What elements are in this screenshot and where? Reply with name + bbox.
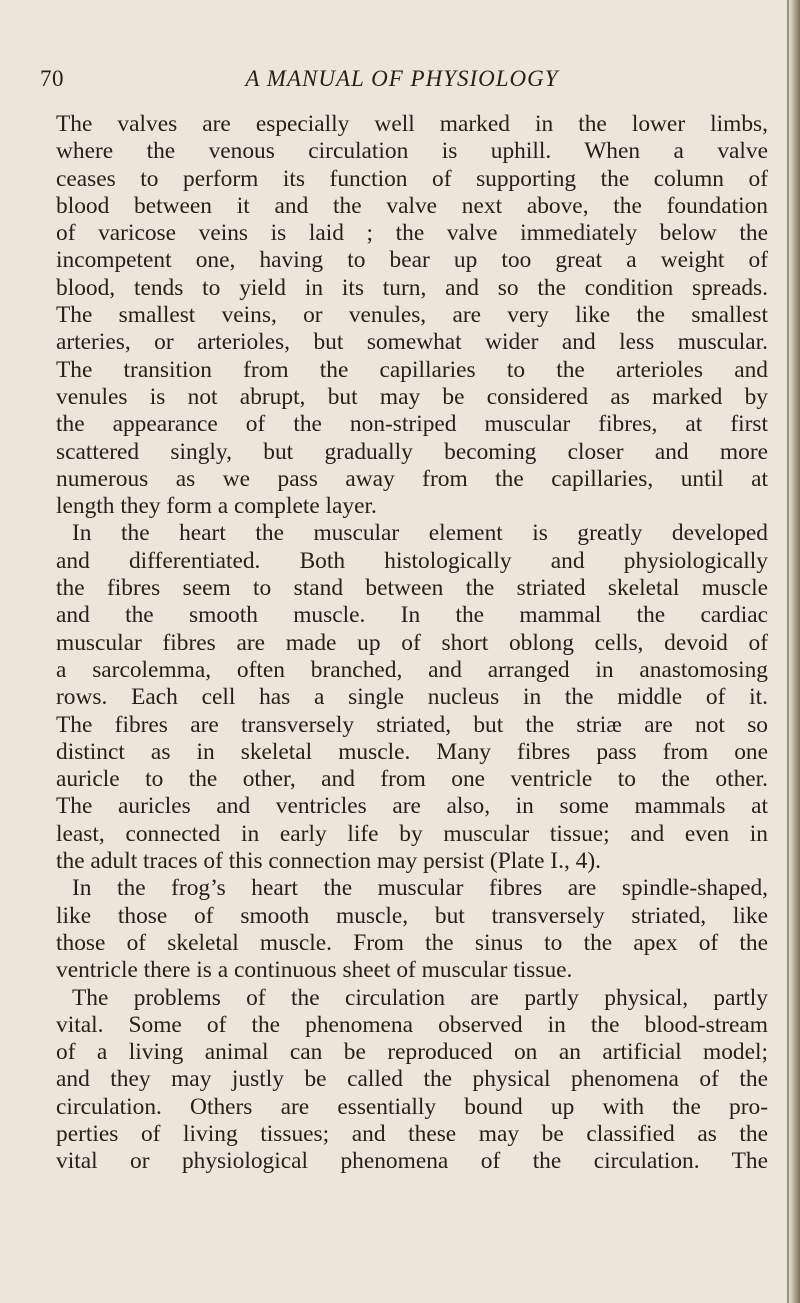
text-line: arteries, or arterioles, but somewhat wider and less muscular. — [56, 329, 768, 356]
text-line: auricle to the other, and from one ventricle to the other. — [56, 766, 768, 793]
text-line: perties of living tissues; and these may be classified as the — [56, 1120, 768, 1147]
body-text — [56, 111, 768, 1176]
text-line: length they form a complete layer. — [56, 493, 377, 520]
text-line: rows. Each cell has a single nucleus in the middle of it. — [56, 684, 768, 711]
text-line: vital. Some of the phenomena observed in the blood-stream — [56, 1011, 768, 1038]
text-line: circulation. Others are essentially bound up with the pro- — [56, 1093, 768, 1120]
text-line: The auricles and ventricles are also, in some mammals at — [56, 793, 768, 820]
running-title: A MANUAL OF PHYSIOLOGY — [245, 66, 559, 91]
text-line: The valves are especially well marked in the lower limbs, — [56, 111, 768, 137]
text-line: The smallest veins, or venules, are very like the smallest — [56, 302, 768, 329]
text-line: like those of smooth muscle, but transversely striated, like — [56, 902, 768, 929]
text-line: and the smooth muscle. In the mammal the cardiac — [56, 602, 768, 629]
text-line: ventricle there is a continuous sheet of muscular tissue. — [56, 957, 573, 984]
text-line: least, connected in early life by muscular tissue; and even in — [56, 820, 768, 847]
text-line: blood, tends to yield in its turn, and so the condition spreads. — [56, 274, 768, 301]
text-line: those of skeletal muscle. From the sinus to the apex of the — [56, 929, 768, 956]
text-line: where the venous circulation is uphill. When a valve — [56, 138, 768, 165]
text-line: venules is not abrupt, but may be considered as marked by — [56, 383, 768, 410]
text-line: and they may justly be called the physical phenomena of the — [56, 1066, 768, 1093]
text-line: In the frog’s heart the muscular fibres are spindle-shaped, — [72, 875, 768, 902]
text-line: of varicose veins is laid ; the valve immediately below the — [56, 220, 768, 247]
page-header — [40, 66, 764, 100]
text-line: In the heart the muscular element is greatly developed — [72, 520, 768, 547]
text-line: ceases to perform its function of supporting the column of — [56, 165, 768, 192]
text-line: vital or physiological phenomena of the circulation. The — [56, 1148, 768, 1175]
text-line: scattered singly, but gradually becoming closer and more — [56, 438, 768, 465]
text-line: The transition from the capillaries to the arterioles and — [56, 356, 768, 383]
text-line: of a living animal can be reproduced on an artificial model; — [56, 1039, 768, 1066]
text-line: muscular fibres are made up of short oblong cells, devoid of — [56, 629, 768, 656]
page-edge-shadow — [787, 0, 789, 1303]
text-line: numerous as we pass away from the capillaries, until at — [56, 465, 768, 492]
text-line: the adult traces of this connection may persist (Plate I., 4). — [56, 848, 601, 875]
page-number: 70 — [40, 66, 64, 91]
text-line: The problems of the circulation are partly physical, partly — [72, 984, 768, 1011]
text-line: The fibres are transversely striated, but the striæ are not so — [56, 711, 768, 738]
text-line: a sarcolemma, often branched, and arranged in anastomosing — [56, 656, 768, 683]
text-line: blood between it and the valve next above, the foundation — [56, 192, 768, 219]
text-line: incompetent one, having to bear up too great a weight of — [56, 247, 768, 274]
text-line: the appearance of the non-striped muscular fibres, at first — [56, 411, 768, 438]
text-line: distinct as in skeletal muscle. Many fibres pass from one — [56, 738, 768, 765]
text-line: and differentiated. Both histologically and physiologically — [56, 547, 768, 574]
text-line: the fibres seem to stand between the striated skeletal muscle — [56, 575, 768, 602]
